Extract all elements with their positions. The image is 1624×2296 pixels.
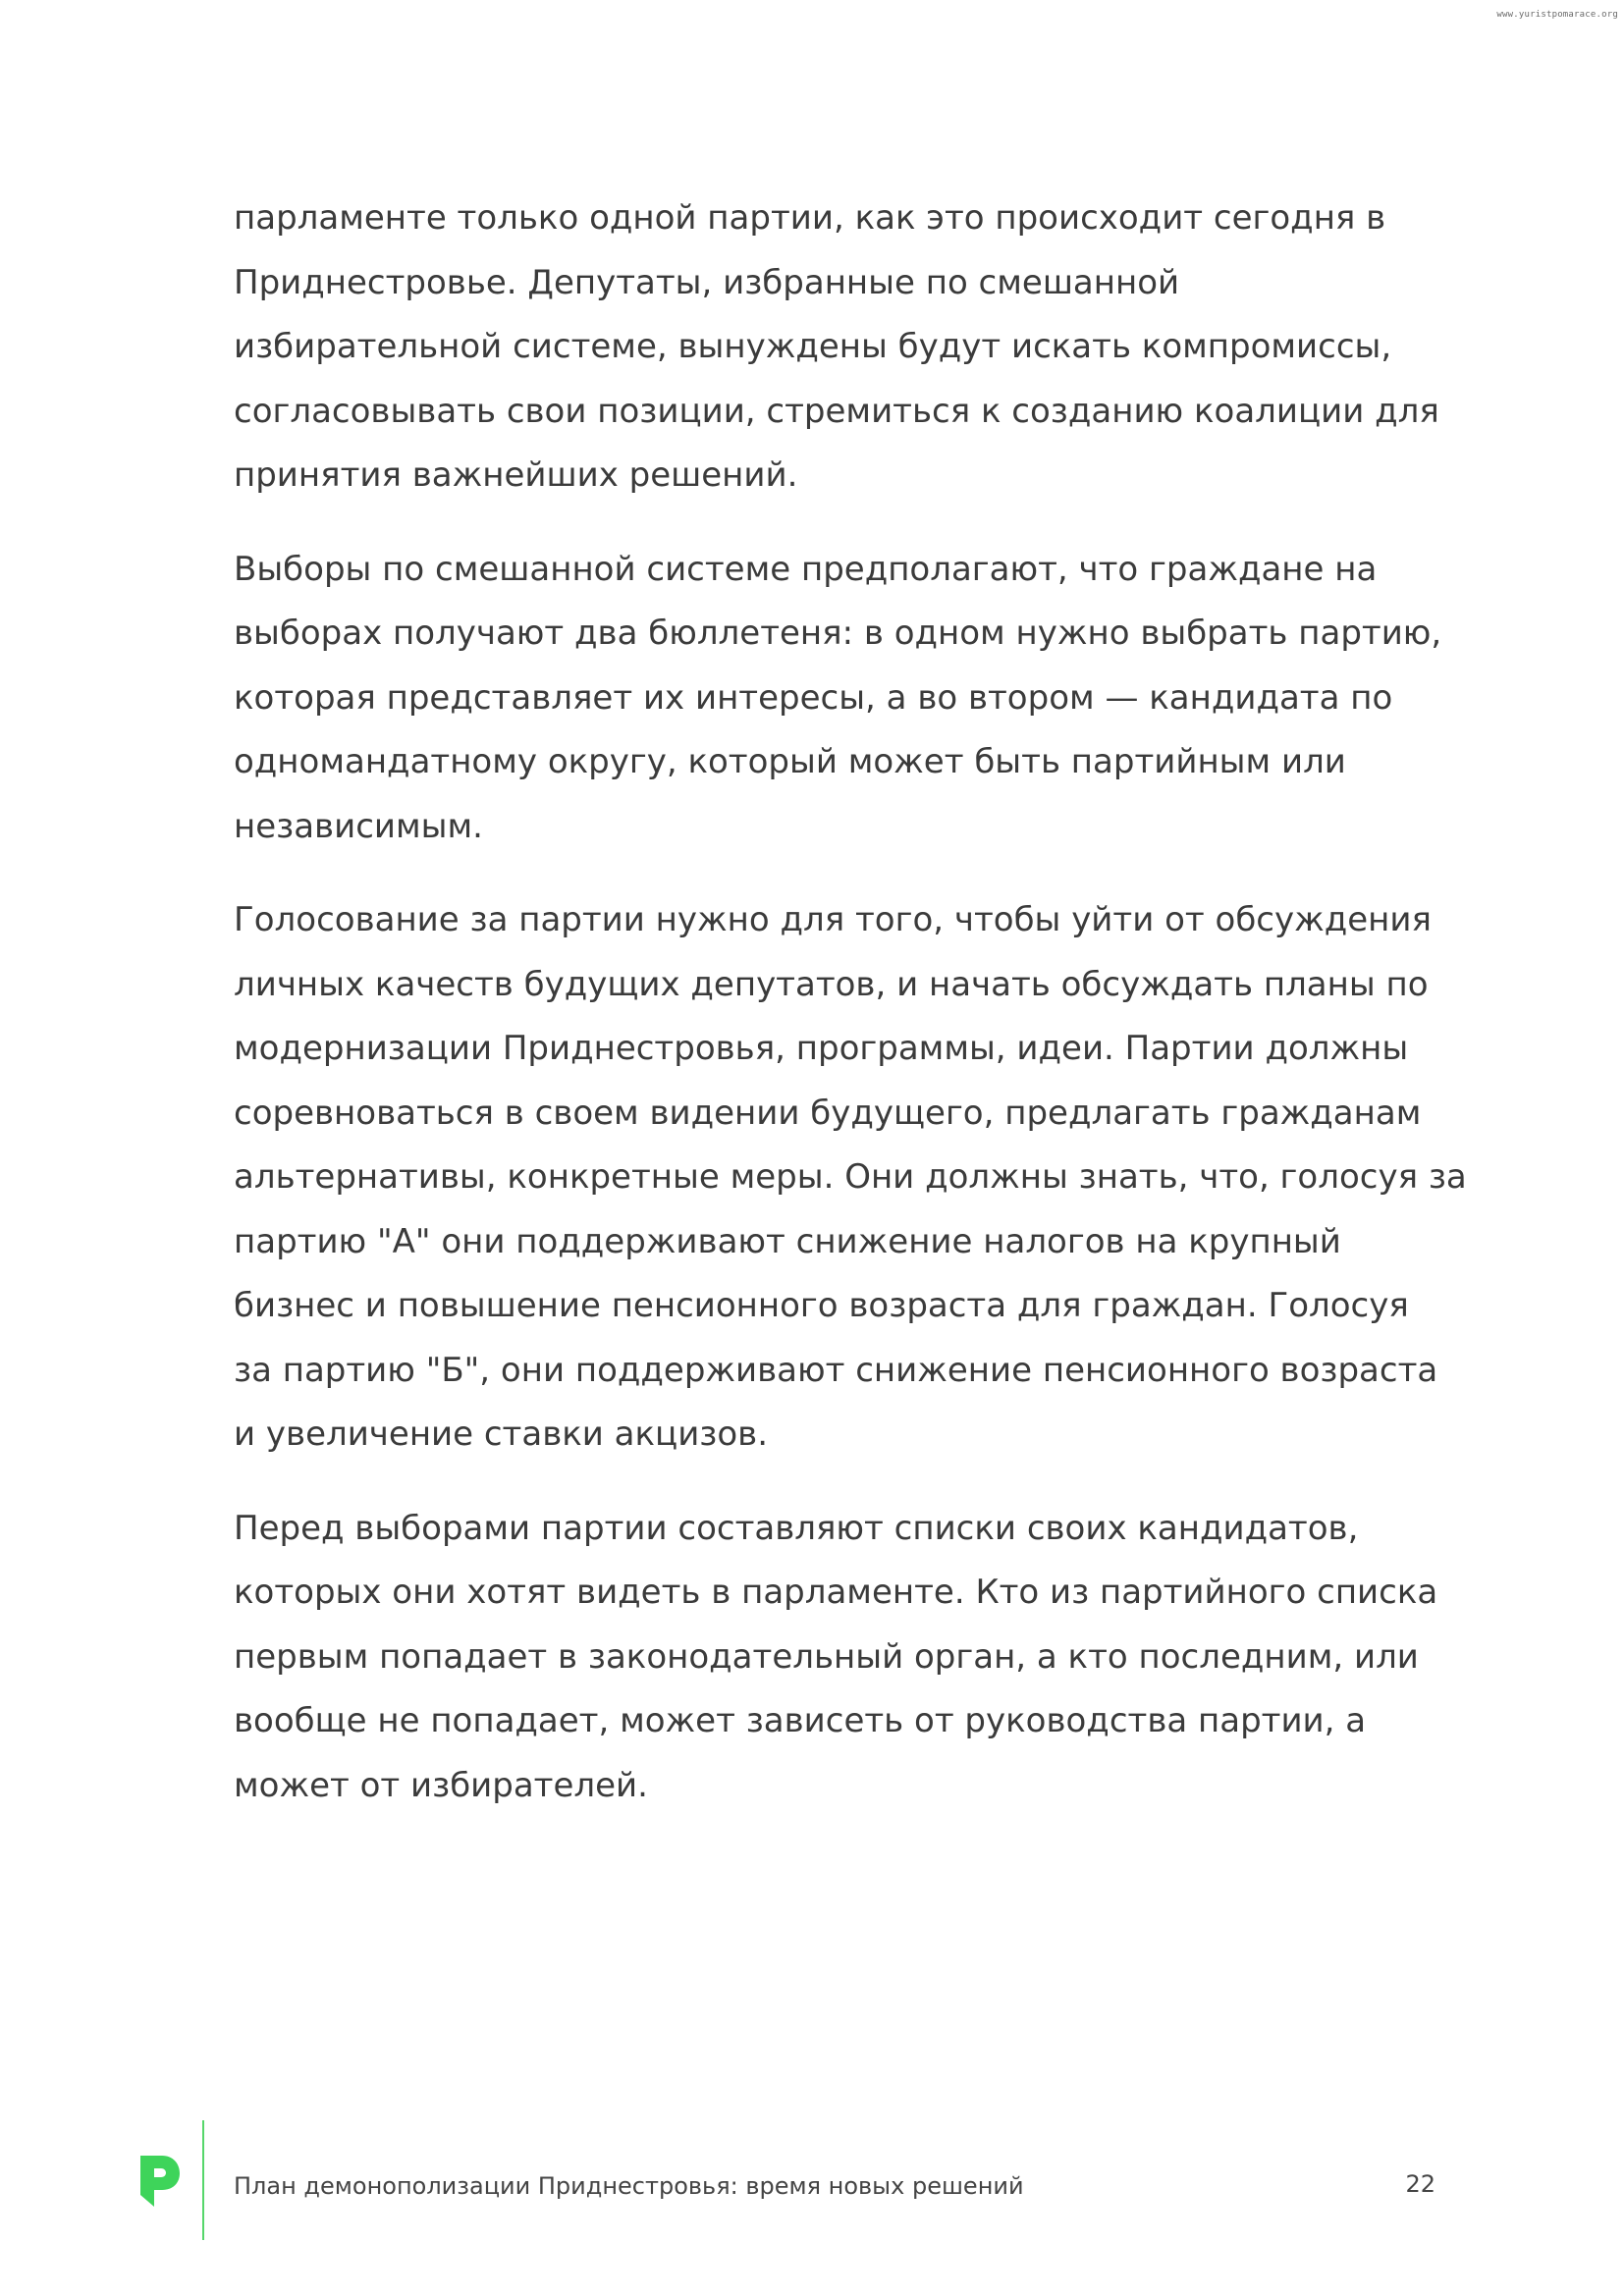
footer-divider — [202, 2120, 204, 2240]
text-line: согласовывать свои позиции, стремиться к созданию коалиции для — [234, 391, 1439, 431]
text-line: Выборы по смешанной системе предполагают, что граждане на — [234, 549, 1378, 589]
text-line: выборах получают два бюллетеня: в одном нужно выбрать партию, — [234, 614, 1442, 653]
document-body — [234, 187, 1467, 1847]
text-line: вообще не попадает, может зависеть от руководства партии, а — [234, 1701, 1367, 1740]
text-line: Приднестровье. Депутаты, избранные по смешанной — [234, 262, 1180, 302]
text-line: которая представляет их интересы, а во втором — кандидата по — [234, 677, 1393, 718]
text-line: одномандатному округу, который может быть партийным или — [234, 742, 1346, 781]
text-line: избирательной системе, вынуждены будут искать компромиссы, — [234, 327, 1392, 366]
text-line: Голосование за партии нужно для того, чтобы уйти от обсуждения — [234, 900, 1432, 939]
footer-document-title: План демонополизации Приднестровья: время новых решений — [234, 2172, 1024, 2200]
text-line: личных качеств будущих депутатов, и начать обсуждать планы по — [234, 964, 1429, 1004]
text-line: независимым. — [234, 806, 483, 846]
paragraph-4 — [234, 1497, 1451, 1819]
paragraph-1 — [234, 187, 1451, 508]
watermark: www.yuristpomarace.org — [1496, 10, 1618, 20]
text-line: Перед выборами партии составляют списки своих кандидатов, — [234, 1508, 1359, 1548]
text-line: партию "А" они поддерживают снижение налогов на крупный — [234, 1221, 1341, 1261]
text-line: альтернативы, конкретные меры. Они должны знать, что, голосуя за — [234, 1157, 1467, 1197]
text-line: может от избирателей. — [234, 1765, 648, 1805]
text-line: которых они хотят видеть в парламенте. Кто из партийного списка — [234, 1573, 1438, 1612]
paragraph-3 — [234, 888, 1467, 1468]
text-line: первым попадает в законодательный орган, а кто последним, или — [234, 1636, 1419, 1677]
text-line: соревноваться в своем видении будущего, предлагать гражданам — [234, 1093, 1422, 1133]
text-line: за партию "Б", они поддерживают снижение пенсионного возраста — [234, 1350, 1438, 1390]
text-line: парламенте только одной партии, как это происходит сегодня в — [234, 198, 1386, 238]
text-line: принятия важнейших решений. — [234, 455, 798, 495]
text-line: бизнес и повышение пенсионного возраста для граждан. Голосуя — [234, 1286, 1409, 1325]
brand-logo-icon — [140, 2156, 180, 2207]
paragraph-2 — [234, 538, 1451, 860]
page-number: 22 — [1405, 2170, 1435, 2198]
text-line: и увеличение ставки акцизов. — [234, 1415, 769, 1454]
text-line: модернизации Приднестровья, программы, идеи. Партии должны — [234, 1029, 1409, 1068]
